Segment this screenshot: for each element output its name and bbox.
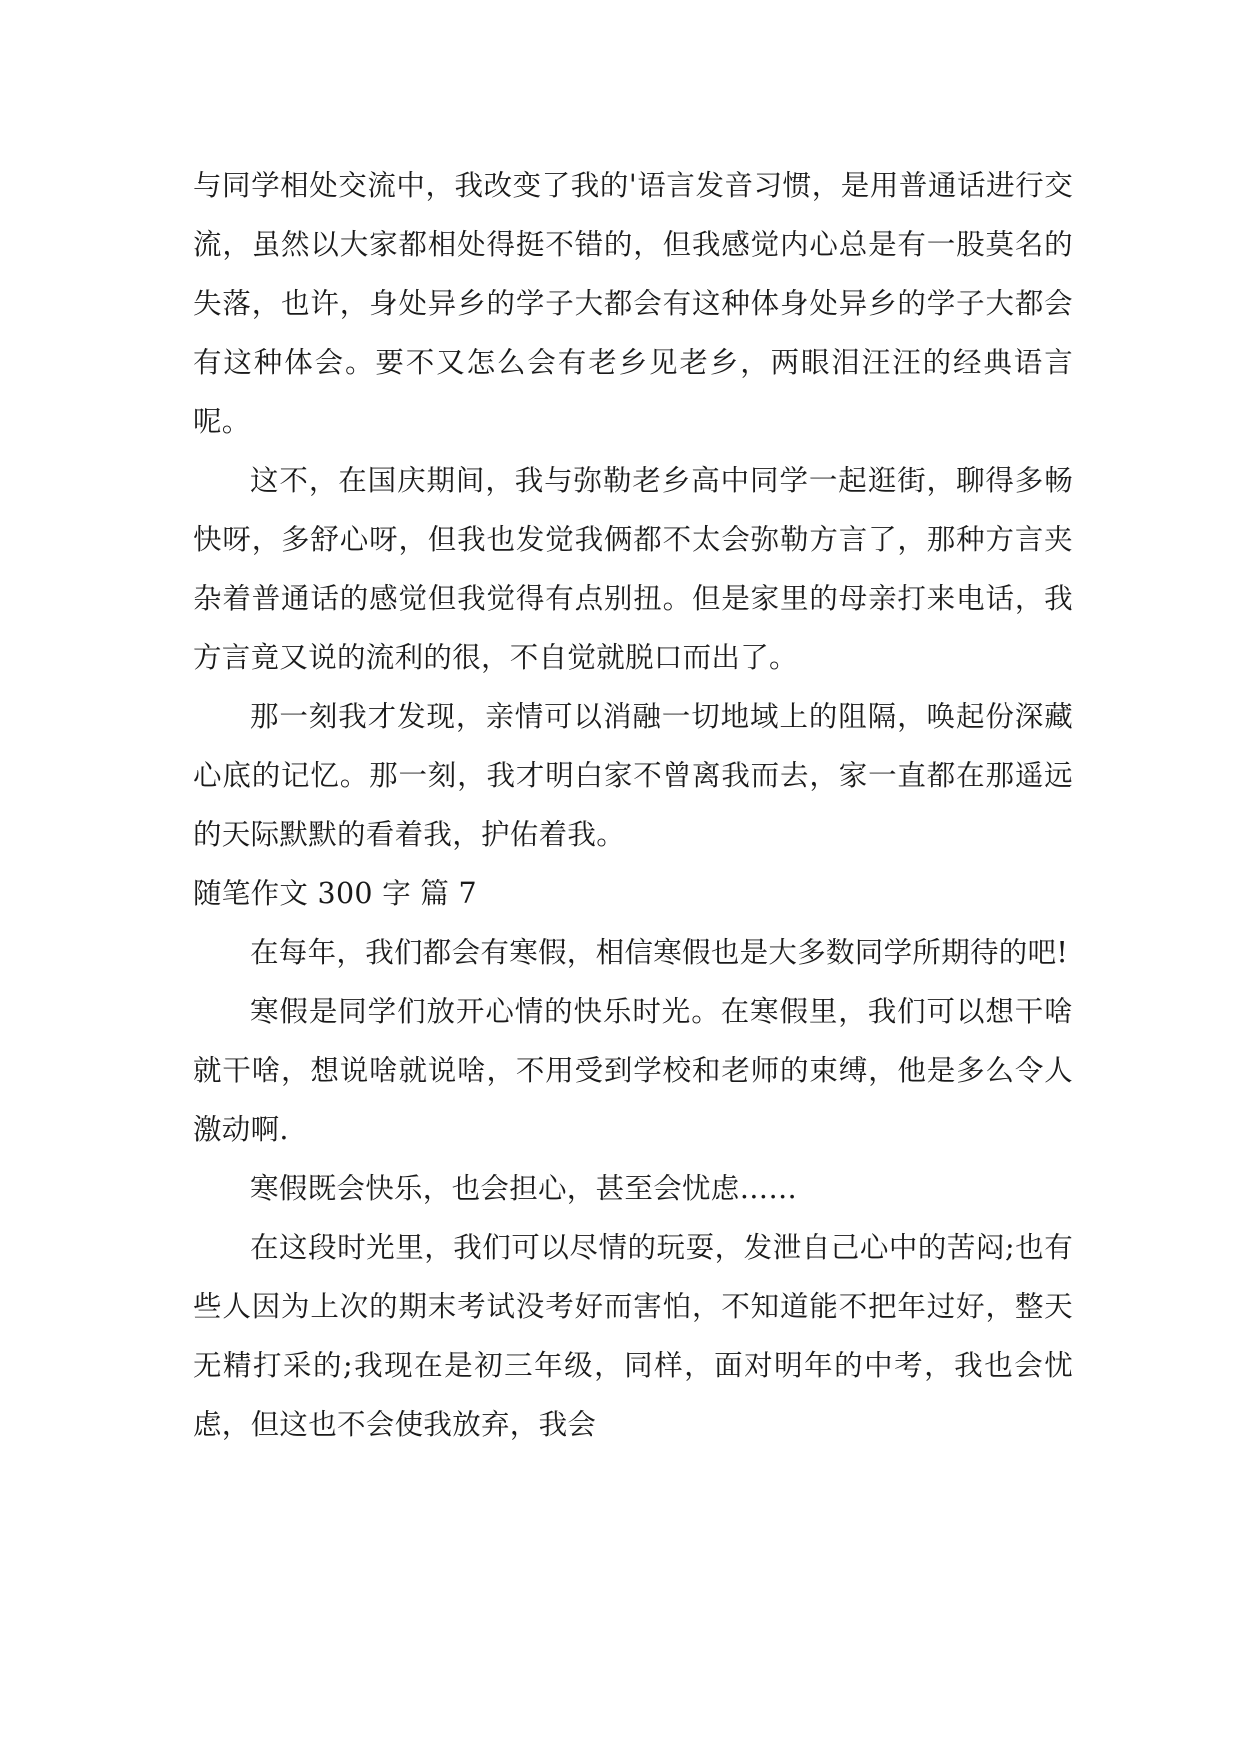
paragraph-5: 寒假是同学们放开心情的快乐时光。在寒假里，我们可以想干啥就干啥，想说啥就说啥，不用受到学校和老师的束缚，他是多么令人激动啊. (193, 995, 1073, 1146)
paragraph-4: 在每年，我们都会有寒假，相信寒假也是大多数同学所期待的吧! (250, 936, 1069, 969)
paragraph-1: 与同学相处交流中，我改变了我的'语言发音习惯，是用普通话进行交流，虽然以大家都相处得挺不错的，但我感觉内心总是有一股莫名的失落，也许，身处异乡的学子大都会有这种体身处异乡的学子大都会有这种体会。要不又怎么会有老乡见老乡，两眼泪汪汪的经典语言呢。 (193, 169, 1073, 438)
paragraph-3: 那一刻我才发现，亲情可以消融一切地域上的阻隔，唤起份深藏心底的记忆。那一刻，我才明白家不曾离我而去，家一直都在那遥远的天际默默的看着我，护佑着我。 (193, 700, 1073, 851)
paragraph-6: 寒假既会快乐，也会担心，甚至会忧虑…… (250, 1172, 798, 1205)
section-heading: 随笔作文 300 字 篇 7 (193, 877, 477, 910)
paragraph-7: 在这段时光里，我们可以尽情的玩耍，发泄自己心中的苦闷;也有些人因为上次的期末考试没考好而害怕，不知道能不把年过好，整天无精打采的;我现在是初三年级，同样，面对明年的中考，我也会忧虑，但这也不会使我放弃，我会 (193, 1231, 1073, 1441)
paragraph-2: 这不，在国庆期间，我与弥勒老乡高中同学一起逛街，聊得多畅快呀，多舒心呀，但我也发觉我俩都不太会弥勒方言了，那种方言夹杂着普通话的感觉但我觉得有点别扭。但是家里的母亲打来电话，我方言竟又说的流利的很，不自觉就脱口而出了。 (193, 464, 1073, 674)
document-page (193, 156, 1073, 1454)
